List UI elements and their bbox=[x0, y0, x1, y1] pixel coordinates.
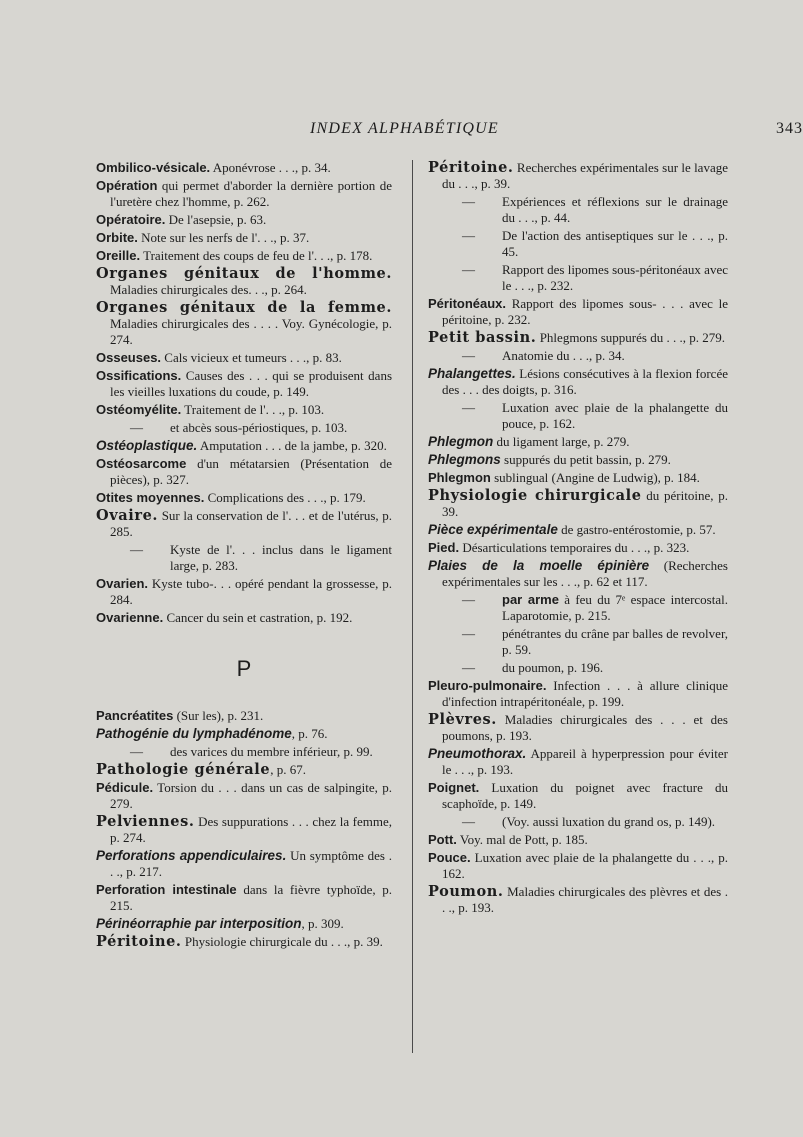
repeat-dash: — bbox=[130, 542, 143, 557]
entry-text: Complications des . . ., p. 179. bbox=[204, 490, 366, 505]
entry-term: Péritonéaux. bbox=[428, 296, 507, 311]
index-entry bbox=[428, 366, 728, 398]
entry-term: Orbite. bbox=[96, 230, 138, 245]
index-entry bbox=[96, 438, 392, 454]
entry-text: Luxation avec plaie de la phalangette du . . ., p. 162. bbox=[442, 850, 728, 881]
page-header bbox=[0, 120, 803, 144]
index-entry bbox=[428, 488, 728, 520]
entry-text: Kyste de l'. . . inclus dans le ligament large, p. 283. bbox=[170, 542, 392, 573]
entry-term: Opératoire. bbox=[96, 212, 166, 227]
index-entry bbox=[96, 248, 392, 264]
entry-term: Pied. bbox=[428, 540, 460, 555]
repeat-dash: — bbox=[462, 228, 475, 243]
entry-text: Sur la conservation de l'. . . et de l'utérus, p. 285. bbox=[110, 508, 392, 539]
entry-text: Recherches expérimentales sur le lavage du . . ., p. 39. bbox=[442, 160, 728, 191]
entry-text: Aponévrose . . ., p. 34. bbox=[210, 160, 331, 175]
entry-term: Ostéoplastique. bbox=[96, 438, 198, 453]
entry-text: Luxation du poignet avec fracture du scaphoïde, p. 149. bbox=[442, 780, 728, 811]
page-number: 343 bbox=[776, 120, 803, 137]
index-entry bbox=[96, 266, 392, 298]
index-entry bbox=[428, 540, 728, 556]
entry-text: Voy. mal de Pott, p. 185. bbox=[456, 832, 588, 847]
left-column bbox=[96, 160, 392, 952]
entry-term: Poignet. bbox=[428, 780, 480, 795]
entry-text: De l'action des antiseptiques sur le . . ., p. 45. bbox=[502, 228, 728, 259]
index-entry bbox=[96, 780, 392, 812]
entry-term: Péritoine. bbox=[96, 933, 182, 950]
entry-term: Opération bbox=[96, 178, 158, 193]
index-entry bbox=[96, 456, 392, 488]
entries-o bbox=[96, 160, 392, 626]
entry-text: des varices du membre inférieur, p. 99. bbox=[170, 744, 373, 759]
index-entry bbox=[428, 832, 728, 848]
index-entry bbox=[428, 330, 728, 346]
repeat-dash: — bbox=[462, 194, 475, 209]
entry-text: Un symptôme des . . ., p. 217. bbox=[110, 848, 392, 879]
entry-text: Rapport des lipomes sous- . . . avec le péritoine, p. 232. bbox=[442, 296, 728, 327]
repeat-dash: — bbox=[462, 262, 475, 277]
index-entry bbox=[96, 178, 392, 210]
entry-text: Des suppurations . . . chez la femme, p. 274. bbox=[110, 814, 392, 845]
index-entry bbox=[428, 592, 728, 624]
index-entry bbox=[96, 610, 392, 626]
entry-text: Torsion du . . . dans un cas de salpingite, p. 279. bbox=[110, 780, 392, 811]
entry-text: pénétrantes du crâne par balles de revolver, p. 59. bbox=[502, 626, 728, 657]
entry-text: à feu du 7ᵉ espace intercostal. Laparotomie, p. 215. bbox=[502, 592, 728, 623]
entry-text: suppurés du petit bassin, p. 279. bbox=[500, 452, 671, 467]
entry-text: Maladies chirurgicales des plèvres et des . . ., p. 193. bbox=[442, 884, 728, 915]
entry-subterm: par arme bbox=[502, 592, 559, 607]
index-entry bbox=[96, 762, 392, 778]
section-letter: P bbox=[236, 656, 252, 681]
entry-text: , p. 67. bbox=[270, 762, 306, 777]
index-entry bbox=[96, 350, 392, 366]
column-divider bbox=[412, 160, 413, 1053]
entry-text: Maladies chirurgicales des . . . . Voy. Gynécologie, p. 274. bbox=[110, 316, 392, 347]
index-entry bbox=[428, 884, 728, 916]
repeat-dash: — bbox=[462, 348, 475, 363]
repeat-dash: — bbox=[462, 400, 475, 415]
entry-text: Luxation avec plaie de la phalangette du pouce, p. 162. bbox=[502, 400, 728, 431]
index-entry bbox=[96, 420, 392, 436]
index-entry bbox=[96, 916, 392, 932]
entry-term: Perforations appendiculaires. bbox=[96, 848, 287, 863]
entry-term: Phlegmons bbox=[428, 452, 501, 467]
repeat-dash: — bbox=[130, 420, 143, 435]
entry-text: Lésions consécutives à la flexion forcée des . . . des doigts, p. 316. bbox=[442, 366, 728, 397]
index-entry bbox=[428, 348, 728, 364]
index-entry bbox=[428, 434, 728, 450]
index-entry bbox=[96, 726, 392, 742]
entry-term: Péritoine. bbox=[428, 159, 514, 176]
entry-term: Périnéorraphie par interposition bbox=[96, 916, 302, 931]
entry-term: Ovaire. bbox=[96, 507, 159, 524]
entry-term: Phlegmon bbox=[428, 470, 491, 485]
entry-text: Infection . . . à allure clinique d'infection intrapéritonéale, p. 199. bbox=[442, 678, 728, 709]
entry-text: , p. 309. bbox=[301, 916, 344, 931]
index-entry bbox=[96, 300, 392, 348]
entry-text: et abcès sous-périostiques, p. 103. bbox=[170, 420, 348, 435]
entry-text: Désarticulations temporaires du . . ., p. 323. bbox=[459, 540, 690, 555]
index-entry bbox=[428, 400, 728, 432]
entry-term: Organes génitaux de l'homme. bbox=[96, 265, 392, 282]
entry-text: du péritoine, p. 39. bbox=[442, 488, 728, 519]
entry-text: , p. 76. bbox=[291, 726, 328, 741]
entry-term: Pott. bbox=[428, 832, 457, 847]
entry-term: Pathologie générale bbox=[96, 761, 271, 778]
entry-text: Appareil à hyperpression pour éviter le . . ., p. 193. bbox=[442, 746, 728, 777]
entry-text: Kyste tubo-. . . opéré pendant la grossesse, p. 284. bbox=[110, 576, 392, 607]
entry-term: Phalangettes. bbox=[428, 366, 516, 381]
entry-text: (Recherches expérimentales sur les . . ., p. 62 et 117. bbox=[442, 558, 728, 589]
index-entry bbox=[96, 708, 392, 724]
entry-term: Otites moyennes. bbox=[96, 490, 205, 505]
entry-term: Ossifications. bbox=[96, 368, 182, 383]
index-entry bbox=[96, 814, 392, 846]
entries-p-continued bbox=[428, 160, 728, 916]
entry-term: Ostéomyélite. bbox=[96, 402, 182, 417]
index-entry bbox=[428, 678, 728, 710]
entry-text: de gastro-entérostomie, p. 57. bbox=[557, 522, 716, 537]
entry-term: Pouce. bbox=[428, 850, 471, 865]
entry-term: Pancréatites bbox=[96, 708, 174, 723]
index-entry bbox=[428, 780, 728, 812]
index-entry bbox=[96, 744, 392, 760]
entry-term: Ovarien. bbox=[96, 576, 149, 591]
entry-text: dans la fièvre typhoïde, p. 215. bbox=[110, 882, 393, 913]
index-entry bbox=[428, 452, 728, 468]
entry-text: Rapport des lipomes sous-péritonéaux avec le . . ., p. 232. bbox=[502, 262, 728, 293]
entry-text: Traitement des coups de feu de l'. . ., p. 178. bbox=[140, 248, 373, 263]
entry-text: Causes des . . . qui se produisent dans les vieilles luxations du coude, p. 149. bbox=[110, 368, 392, 399]
entry-term: Pneumothorax. bbox=[428, 746, 527, 761]
entry-term: Organes génitaux de la femme. bbox=[96, 299, 392, 316]
index-entry bbox=[96, 160, 392, 176]
entry-text: qui permet d'aborder la dernière portion de l'uretère chez l'homme, p. 262. bbox=[110, 178, 392, 209]
repeat-dash: — bbox=[462, 814, 475, 829]
index-entry bbox=[428, 470, 728, 486]
entry-text: Cancer du sein et castration, p. 192. bbox=[163, 610, 353, 625]
index-entry bbox=[428, 160, 728, 192]
entry-term: Pathogénie du lymphadénome bbox=[96, 726, 292, 741]
index-entry bbox=[428, 296, 728, 328]
entry-text: sublingual (Angine de Ludwig), p. 184. bbox=[490, 470, 700, 485]
right-column bbox=[428, 160, 728, 918]
entry-term: Ostéosarcome bbox=[96, 456, 187, 471]
index-entry bbox=[428, 850, 728, 882]
entry-text: (Sur les), p. 231. bbox=[173, 708, 264, 723]
index-entry bbox=[428, 712, 728, 744]
index-entry bbox=[96, 542, 392, 574]
entry-text: Amputation . . . de la jambe, p. 320. bbox=[197, 438, 387, 453]
entry-term: Oreille. bbox=[96, 248, 141, 263]
entry-term: Pelviennes. bbox=[96, 813, 195, 830]
repeat-dash: — bbox=[462, 592, 475, 607]
entry-term: Plaies de la moelle épinière bbox=[428, 558, 650, 573]
index-entry bbox=[428, 262, 728, 294]
index-entry bbox=[428, 228, 728, 260]
entry-text: De l'asepsie, p. 63. bbox=[165, 212, 267, 227]
index-entry bbox=[428, 626, 728, 658]
entry-text: Phlegmons suppurés du . . ., p. 279. bbox=[536, 330, 725, 345]
running-title: INDEX ALPHABÉTIQUE bbox=[310, 120, 499, 137]
entry-text: Note sur les nerfs de l'. . ., p. 37. bbox=[137, 230, 310, 245]
entry-term: Poumon. bbox=[428, 883, 504, 900]
entry-term: Plèvres. bbox=[428, 711, 497, 728]
entry-text: (Voy. aussi luxation du grand os, p. 149). bbox=[502, 814, 716, 829]
entry-text: d'un métatarsien (Présentation de pièces), p. 327. bbox=[110, 456, 392, 487]
index-entry bbox=[96, 230, 392, 246]
entry-text: Maladies chirurgicales des . . . et des poumons, p. 193. bbox=[442, 712, 728, 743]
index-entry bbox=[428, 194, 728, 226]
index-entry bbox=[428, 814, 728, 830]
entry-term: Pleuro-pulmonaire. bbox=[428, 678, 547, 693]
entries-p bbox=[96, 708, 392, 950]
index-entry bbox=[96, 490, 392, 506]
entry-term: Ovarienne. bbox=[96, 610, 164, 625]
entry-term: Phlegmon bbox=[428, 434, 494, 449]
index-entry bbox=[96, 212, 392, 228]
index-entry bbox=[96, 508, 392, 540]
index-entry bbox=[96, 402, 392, 418]
entry-text: Cals vicieux et tumeurs . . ., p. 83. bbox=[161, 350, 342, 365]
repeat-dash: — bbox=[462, 626, 475, 641]
entry-text: Traitement de l'. . ., p. 103. bbox=[181, 402, 325, 417]
index-entry bbox=[96, 848, 392, 880]
entry-term: Ombilico-vésicale. bbox=[96, 160, 211, 175]
entry-term: Physiologie chirurgicale bbox=[428, 487, 642, 504]
index-entry bbox=[428, 746, 728, 778]
index-entry bbox=[96, 882, 392, 914]
index-entry bbox=[428, 522, 728, 538]
entry-text: du ligament large, p. 279. bbox=[493, 434, 630, 449]
entry-term: Petit bassin. bbox=[428, 329, 537, 346]
index-entry bbox=[96, 576, 392, 608]
index-entry bbox=[96, 368, 392, 400]
index-entry bbox=[428, 660, 728, 676]
entry-text: Maladies chirurgicales des. . ., p. 264. bbox=[110, 282, 307, 297]
index-entry bbox=[428, 558, 728, 590]
entry-text: du poumon, p. 196. bbox=[502, 660, 604, 675]
repeat-dash: — bbox=[130, 744, 143, 759]
entry-term: Pièce expérimentale bbox=[428, 522, 558, 537]
entry-text: Anatomie du . . ., p. 34. bbox=[502, 348, 625, 363]
entry-term: Osseuses. bbox=[96, 350, 162, 365]
entry-term: Pédicule. bbox=[96, 780, 154, 795]
entry-text: Physiologie chirurgicale du . . ., p. 39. bbox=[181, 934, 383, 949]
entry-text: Expériences et réflexions sur le drainage du . . ., p. 44. bbox=[502, 194, 728, 225]
index-entry bbox=[96, 934, 392, 950]
entry-term: Perforation intestinale bbox=[96, 882, 237, 897]
repeat-dash: — bbox=[462, 660, 475, 675]
